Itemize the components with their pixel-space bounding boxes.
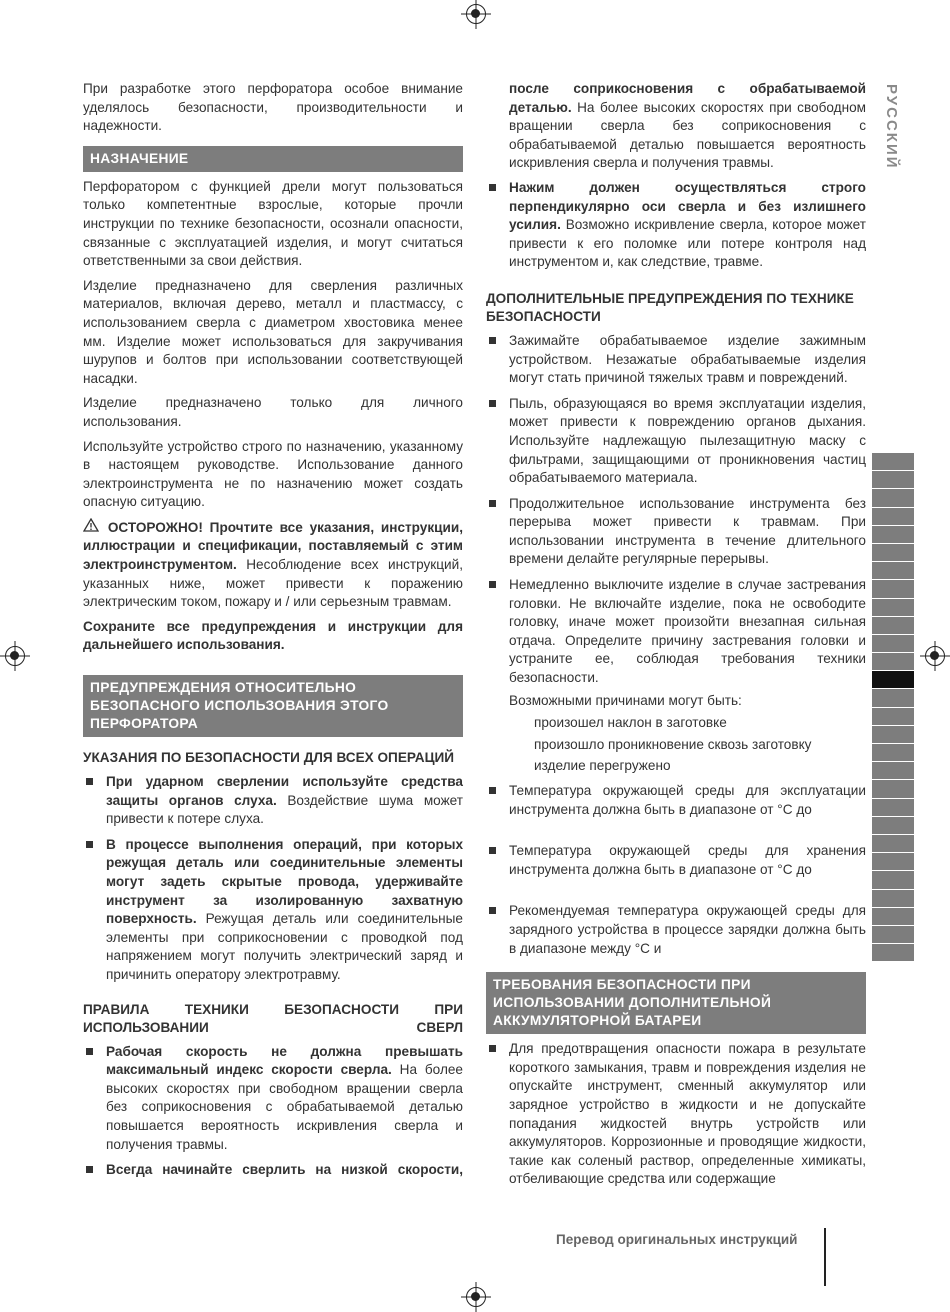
bullet-list (486, 179, 866, 272)
paragraph: Изделие предназначено только для личного использования. (83, 395, 463, 429)
language-tab (872, 599, 914, 617)
language-tab (872, 799, 914, 817)
language-tab (872, 871, 914, 889)
list-item: Для предотвращения опасности пожара в результате короткого замыкания, травм и повреждения изделия не опускайте инструмент, сменный аккумулятор или зарядное устройство в жидкости и не допускайте попадания жидкостей внутрь устройств или аккумуляторов. Коррозионные и проводящие жидкости, такие как соленый раствор, определенные химикаты, отбеливающие средства или содержащие (486, 1040, 866, 1189)
language-tab (872, 708, 914, 726)
language-tab (872, 562, 914, 580)
language-tab (872, 653, 914, 671)
language-tab (872, 762, 914, 780)
save-instructions: Сохраните все предупреждения и инструкции для дальнейшего использования. (83, 618, 463, 653)
list-item: Пыль, образующаяся во время эксплуатации изделия, может привести к повреждению органов дыхания. Используйте надлежащую пылезащитную маску с фильтрами, защищающими от проникновения частиц обрабатываемого материала. (486, 395, 866, 488)
language-tabs (872, 453, 914, 962)
right-column (486, 80, 866, 1196)
warning-triangle-icon (83, 518, 101, 538)
footer-translation-note: Перевод оригинальных инструкций (556, 1232, 798, 1247)
paragraph: Изделие предназначено для сверления различных материалов, включая дерево, металл и пластмассу, с использованием сверла с диаметром хвостовика менее мм. Изделие может использоваться для закручивания шурупов и болтов при использовании соответствующей насадки. (83, 277, 463, 386)
subheading-additional-warnings: ДОПОЛНИТЕЛЬНЫЕ ПРЕДУПРЕЖДЕНИЯ ПО ТЕХНИКЕ БЕЗОПАСНОСТИ (486, 290, 854, 324)
language-tab (872, 471, 914, 489)
bullet-list (486, 1040, 866, 1189)
list-item: Всегда начинайте сверлить на низкой скорости, (83, 1161, 463, 1180)
language-tab (872, 817, 914, 835)
list-item: В процессе выполнения операций, при которых режущая деталь или соединительные элементы могут задеть скрытые провода, удерживайте инструмент за изолированную захватную поверхность. Режущая деталь или соединительные элементы при соприкосновении с проводкой под напряжением могут получить электрический заряд и причинить оператору электротравму. (83, 836, 463, 985)
list-item: Продолжительное использование инструмента без перерыва может привести к травмам. При использовании инструмента в течение длительного времени делайте регулярные перерывы. (486, 495, 866, 569)
language-tab (872, 526, 914, 544)
causes-intro: Возможными причинами могут быть: (509, 692, 742, 708)
language-tab (872, 890, 914, 908)
list-item: Температура окружающей среды для хранения инструмента должна быть в диапазоне от °C до (486, 842, 866, 879)
language-tab (872, 544, 914, 562)
language-tab (872, 908, 914, 926)
intro-paragraph: При разработке этого перфоратора особое внимание уделялось безопасности, производительности и надежности. (83, 81, 463, 134)
language-tab (872, 780, 914, 798)
cause-item: произошло проникновение сквозь заготовку (534, 736, 812, 752)
subheading-drill-rules: ПРАВИЛА ТЕХНИКИ БЕЗОПАСНОСТИ ПРИ ИСПОЛЬЗОВАНИИ СВЕРЛ (83, 1001, 463, 1035)
language-tab (872, 944, 914, 962)
language-label: РУССКИЙ (883, 84, 900, 170)
list-item: Нажим должен осуществляться строго перпендикулярно оси сверла и без излишнего усилия. Возможно искривление сверла, которое может привести к его поломке или потере контроля над инструментом и, как следствие, травме. (486, 179, 866, 272)
list-item: Температура окружающей среды для эксплуатации инструмента должна быть в диапазоне от °C до (486, 782, 866, 819)
list-item: Зажимайте обрабатываемое изделие зажимным устройством. Незажатые обрабатываемые изделия могут стать причиной тяжелых травм и повреждений. (486, 332, 866, 388)
language-tab (872, 635, 914, 653)
list-item: Немедленно выключите изделие в случае застревания головки. Не включайте изделие, пока не освободите головку, иначе может произойти внезапная сильная отдача. Определите причину застревания головки и устраните ее, соблюдая требования техники безопасности. (486, 576, 866, 688)
list-item: При ударном сверлении используйте средства защиты органов слуха. Воздействие шума может привести к потере слуха. (83, 773, 463, 829)
list-item: Рабочая скорость не должна превышать максимальный индекс скорости сверла. На более высоких скоростях при свободном вращении сверла без соприкосновения с обрабатываемой деталью повышается вероятность искривления сверла и получения травмы. (83, 1043, 463, 1155)
language-tab (872, 835, 914, 853)
language-tab (872, 617, 914, 635)
language-tab (872, 453, 914, 471)
paragraph: Перфоратором с функцией дрели могут пользоваться только компетентные взрослые, которые прочли инструкции по технике безопасности, осознали опасности, связанные с эксплуатацией изделия, и могут считаться ответственными за свои действия. (83, 178, 463, 269)
section-heading-warnings: ПРЕДУПРЕЖДЕНИЯ ОТНОСИТЕЛЬНО БЕЗОПАСНОГО ИСПОЛЬЗОВАНИЯ ЭТОГО ПЕРФОРАТОРА (83, 675, 463, 737)
left-column (83, 80, 463, 1187)
warning-text: Несоблюдение всех инструкций, указанных ниже, может привести к поражению электрическим током, пожару и / или серьезным травмам. (83, 557, 463, 610)
bullet-list (486, 332, 866, 688)
bullet-list (486, 782, 866, 958)
registration-mark-icon (466, 1287, 486, 1307)
language-tab (872, 744, 914, 762)
subheading-all-operations: УКАЗАНИЯ ПО БЕЗОПАСНОСТИ ДЛЯ ВСЕХ ОПЕРАЦИЙ (83, 750, 455, 766)
registration-mark-icon (5, 646, 25, 666)
language-tab (872, 853, 914, 871)
language-tab (872, 489, 914, 507)
footer-rule (824, 1228, 826, 1286)
warning-bold-text: ОСТОРОЖНО! Прочтите все указания, инструкции, иллюстрации и спецификации, поставляемый с этим электроинструментом. (83, 519, 464, 573)
registration-mark-icon (925, 646, 945, 666)
list-item: Рекомендуемая температура окружающей среды для зарядного устройства в процессе зарядки должна быть в диапазоне между °C и (486, 902, 866, 958)
cause-item: произошел наклон в заготовке (534, 715, 727, 731)
cause-item: изделие перегружено (534, 758, 671, 774)
language-tab (872, 580, 914, 598)
language-tab (872, 508, 914, 526)
section-heading-purpose: НАЗНАЧЕНИЕ (83, 146, 463, 172)
language-tab-active (872, 671, 914, 689)
language-tab (872, 926, 914, 944)
bullet-list (83, 1043, 463, 1180)
language-tab (872, 689, 914, 707)
continued-paragraph: после соприкосновения с обрабатываемой деталью. На более высоких скоростях при свободном вращении сверла без соприкосновения с обрабатываемой деталью повышается вероятность искривления сверла и получения травмы. (509, 81, 866, 171)
section-heading-battery: ТРЕБОВАНИЯ БЕЗОПАСНОСТИ ПРИ ИСПОЛЬЗОВАНИИ ДОПОЛНИТЕЛЬНОЙ АККУМУЛЯТОРНОЙ БАТАРЕИ (486, 972, 866, 1034)
paragraph: Используйте устройство строго по назначению, указанному в настоящем руководстве. Использование данного электроинструмента не по назначению может создать опасную ситуацию. (83, 438, 463, 510)
bullet-list (83, 773, 463, 985)
registration-mark-icon (466, 4, 486, 24)
language-tab (872, 726, 914, 744)
warning-paragraph (83, 518, 463, 612)
